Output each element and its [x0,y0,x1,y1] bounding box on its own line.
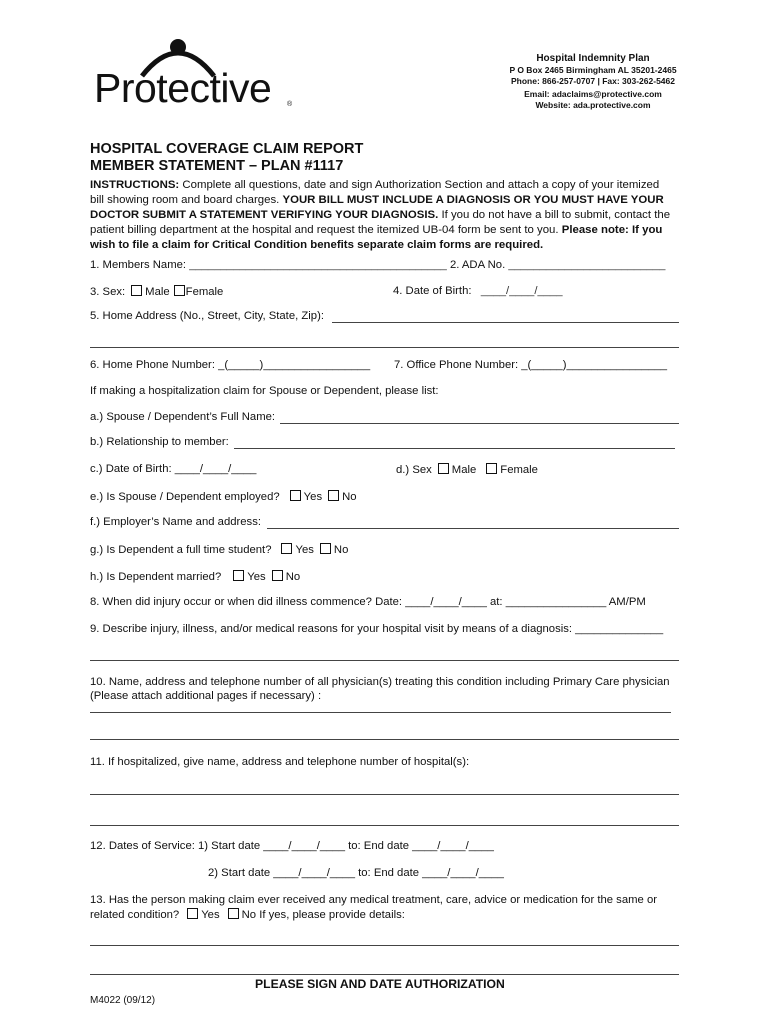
employed-row [90,490,357,504]
form-code: M4022 (09/12) [90,995,156,1006]
q3-row [90,285,223,299]
student-no-checkbox[interactable] [320,543,331,554]
prior-treatment-row [90,908,405,922]
phone-fax: Phone: 866-257-0707 | Fax: 303-262-5462 [511,76,675,86]
physician-line-1[interactable] [90,712,671,713]
employed-no-checkbox[interactable] [328,490,339,501]
contact-block [496,52,690,111]
form-subtitle: MEMBER STATEMENT – PLAN #1117 [90,158,344,174]
diagnosis-field[interactable]: 9. Describe injury, illness, and/or medical reasons for your hospital visit by means of a diagnosis: ______________ [90,623,664,635]
married-yes-label: Yes [247,571,266,583]
married-row [90,570,300,584]
ada-no-field[interactable]: _________________________ [508,259,666,271]
spouse-name-label: a.) Spouse / Dependent’s Full Name: [90,411,276,423]
prior-treatment-no-checkbox[interactable] [228,908,239,919]
employed-yes-checkbox[interactable] [290,490,301,501]
hospital-question: 11. If hospitalized, give name, address and telephone number of hospital(s): [90,756,470,768]
physician-line-2[interactable] [90,739,679,740]
physician-question: 10. Name, address and telephone number of all physician(s) treating this condition including Primary Care physician [90,676,670,688]
instructions [90,178,675,253]
married-no-label: No [285,571,301,583]
dependent-sex-label: d.) Sex [396,464,432,476]
married-label: h.) Is Dependent married? [90,571,222,583]
q4-row [393,285,563,298]
prior-treatment-yes-checkbox[interactable] [187,908,198,919]
student-no-label: No [333,544,349,556]
mailing-address: P O Box 2465 Birmingham AL 35201-2465 [509,65,677,75]
sex-male-label: Male [145,286,170,298]
employed-no-label: No [342,491,357,503]
employer-field[interactable] [267,528,679,529]
bottom-rule [90,974,679,975]
dependent-female-checkbox[interactable] [486,463,497,474]
sex-male-checkbox[interactable] [131,285,142,296]
dob-field[interactable]: ____/____/____ [480,285,563,297]
home-address-label: 5. Home Address (No., Street, City, State, Zip): [90,310,324,322]
dob-label: 4. Date of Birth: [393,285,472,297]
member-name-label: 1. Members Name: [90,259,190,271]
spouse-name-field[interactable] [280,423,679,424]
office-phone-field[interactable]: 7. Office Phone Number: _(_____)________________ [394,359,668,371]
service-dates-2[interactable]: 2) Start date ____/____/____ to: End date ____/____/____ [208,867,504,879]
dependent-male-checkbox[interactable] [438,463,449,474]
relationship-label: b.) Relationship to member: [90,436,229,448]
instructions-text-1: Complete all questions, date and sign Authorization Section and attach a copy of your itemized bill showing room and board charges. [90,179,660,206]
website: Website: ada.protective.com [535,100,651,110]
dependent-female-label: Female [500,464,538,476]
service-dates-1[interactable]: 12. Dates of Service: 1) Start date ____/____/____ to: End date ____/____/____ [90,840,494,852]
physician-note: (Please attach additional pages if necessary) : [90,690,322,702]
prior-treatment-label: related condition? [90,909,180,921]
form-title: HOSPITAL COVERAGE CLAIM REPORT [90,141,364,157]
student-label: g.) Is Dependent a full time student? [90,544,272,556]
instructions-bold-1: YOUR BILL MUST INCLUDE A DIAGNOSIS OR YOU MUST HAVE YOUR DOCTOR SUBMIT A STATEMENT VERIFYING YOUR DIAGNOSIS. [90,194,664,221]
sex-female-label: Female [185,286,224,298]
employed-yes-label: Yes [303,491,323,503]
sex-label: 3. Sex: [90,286,126,298]
prior-treatment-question: 13. Has the person making claim ever received any medical treatment, care, advice or medication for the same or [90,894,657,906]
diagnosis-line-2[interactable] [90,660,679,661]
registered-mark: ® [287,101,293,108]
injury-date-field[interactable]: 8. When did injury occur or when did illness commence? Date: ____/____/____ at: ________________ AM/PM [90,596,646,608]
instructions-bold-2: Please note: If you wish to file a claim for Critical Condition benefits separate claim forms are required. [90,224,663,251]
ada-no-label: 2. ADA No. [446,259,509,271]
student-yes-checkbox[interactable] [281,543,292,554]
married-no-checkbox[interactable] [272,570,283,581]
hospital-line-2[interactable] [90,825,679,826]
relationship-field[interactable] [234,448,675,449]
home-address-line-2[interactable] [90,347,679,348]
sex-female-checkbox[interactable] [174,285,185,296]
spouse-section-intro: If making a hospitalization claim for Spouse or Dependent, please list: [90,385,439,397]
q1-row [90,259,665,272]
claims-email: Email: adaclaims@protective.com [524,89,662,99]
member-name-field[interactable]: _________________________________________ [189,259,447,271]
prior-treatment-details-line[interactable] [90,945,679,946]
employer-label: f.) Employer’s Name and address: [90,516,261,528]
student-yes-label: Yes [295,544,314,556]
sign-notice: PLEASE SIGN AND DATE AUTHORIZATION [255,977,505,991]
dependent-male-label: Male [451,464,477,476]
prior-treatment-no-label: No If yes, please provide details: [241,909,405,921]
employed-label: e.) Is Spouse / Dependent employed? [90,491,280,503]
home-phone-field[interactable]: 6. Home Phone Number: _(_____)_________________ [90,359,371,371]
married-yes-checkbox[interactable] [233,570,244,581]
home-address-field[interactable] [332,322,679,323]
dependent-sex-row [396,463,538,477]
plan-name: Hospital Indemnity Plan [536,53,650,64]
student-row [90,543,348,557]
dependent-dob-field[interactable]: c.) Date of Birth: ____/____/____ [90,463,257,475]
company-logo: Protective [94,65,272,111]
instructions-text-2: If you do not have a bill to submit, contact the patient billing department at the hospital and request the itemized UB-04 form be sent to you. [90,209,671,236]
instructions-label: INSTRUCTIONS: [90,179,180,191]
prior-treatment-yes-label: Yes [201,909,220,921]
hospital-line-1[interactable] [90,794,679,795]
